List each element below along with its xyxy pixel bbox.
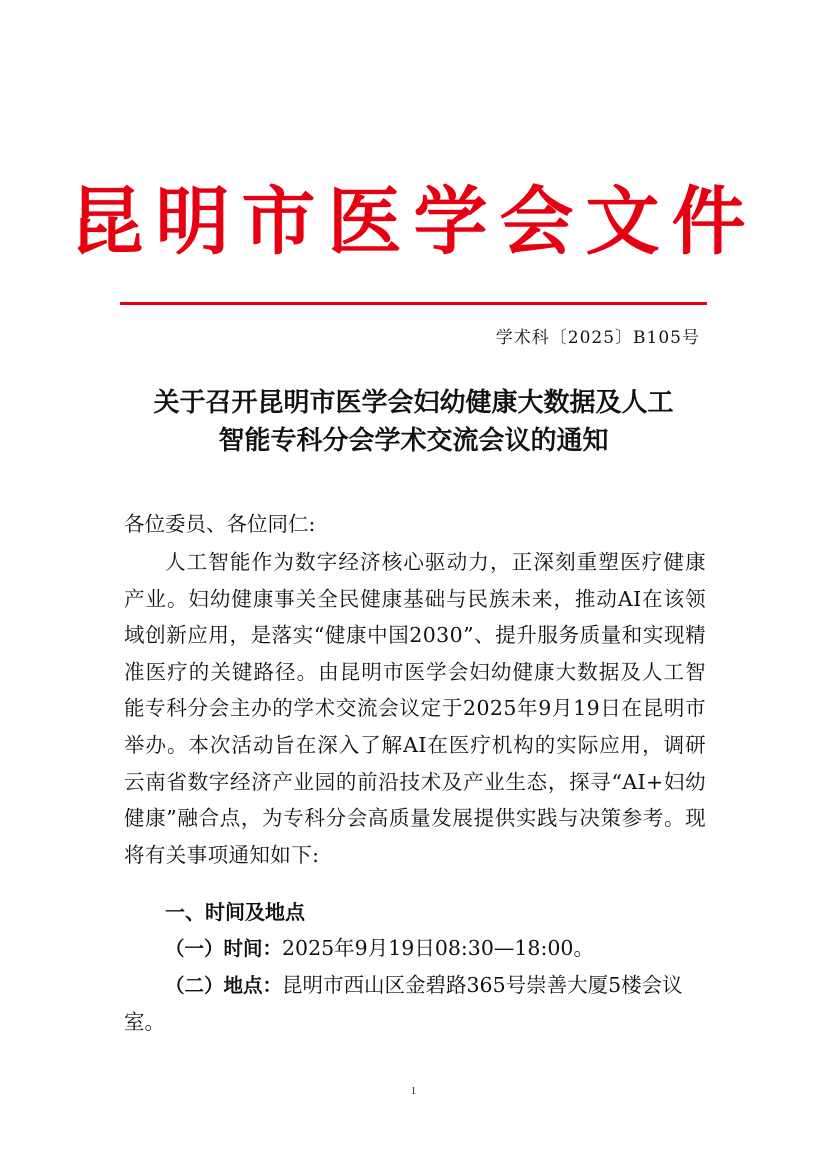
salutation: 各位委员、各位同仁:	[124, 512, 316, 536]
document-masthead: 昆明市医学会文件	[69, 179, 758, 265]
notice-title-line-2: 智能专科分会学术交流会议的通知	[218, 426, 609, 456]
intro-paragraph: 人工智能作为数字经济核心驱动力，正深刻重塑医疗健康产业。妇幼健康事关全民健康基础与民族未来，推动AI在该领域创新应用，是落实“健康中国2030”、提升服务质量和实现精准医疗的关键路径。由昆明市医学会妇幼健康大数据及人工智能专科分会主办的学术交流会议定于2025年9月19日在昆明市举办。本次活动旨在深入了解AI在医疗机构的实际应用，调研云南省数字经济产业园的前沿技术及产业生态，探寻“AI+妇幼健康”融合点，为专科分会高质量发展提供实践与决策参考。现将有关事项通知如下:	[124, 550, 706, 867]
notice-title-line-1: 关于召开昆明市医学会妇幼健康大数据及人工	[153, 388, 674, 418]
red-divider-line	[120, 302, 707, 305]
place-value: 昆明市西山区金碧路365号崇善大厦5楼会议室。	[124, 973, 683, 1034]
page-number: 1	[411, 1086, 416, 1097]
time-value: 2025年9月19日08:30—18:00。	[282, 936, 594, 960]
place-label: （二）地点：	[165, 974, 283, 997]
document-number: 学术科〔2025〕B105号	[495, 328, 700, 348]
place-item	[124, 967, 706, 1041]
time-label: （一）时间：	[165, 937, 283, 960]
notice-title	[100, 384, 727, 460]
section-heading-time-place: 一、时间及地点	[165, 900, 305, 924]
time-item	[124, 930, 706, 967]
